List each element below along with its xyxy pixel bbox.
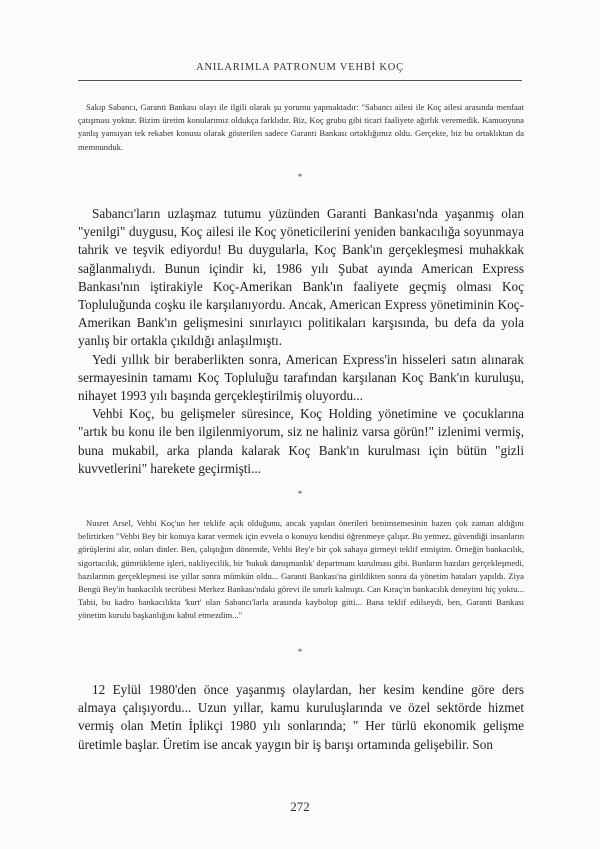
- section-separator: *: [297, 172, 303, 182]
- body-paragraph: Vehbi Koç, bu gelişmeler süresince, Koç Holding yönetimine ve çocuklarına "artık bu konu ile ben ilgilenmiyorum, siz ne haliniz varsa görün!" izlenimi vermiş, buna mukabil, arka planda kalarak Koç Bank'ın kurulması için bütün "gizli kuvvetlerini" harekete geçirmişti...: [78, 406, 524, 476]
- section-separator: *: [297, 489, 303, 499]
- header-rule: [78, 80, 522, 81]
- quote-block-arsel: [78, 517, 524, 623]
- quote-block-sabanci: [78, 101, 524, 154]
- section-separator: *: [297, 647, 303, 657]
- body-paragraph: Sabancı'ların uzlaşmaz tutumu yüzünden Garanti Bankası'nda yaşanmış olan "yenilgi" duygusu, Koç ailesi ile Koç yöneticilerini yeniden bankacılığa soyunmaya tahrik ve teşvik ediyordu! Bu duygularla, Koç Bank'ın gerçekleşmesi muhakkak sağlanmalıydı. Bunun içindir ki, 1986 yılı Şubat ayında American Express Bankası'nın iştirakiyle Koç-Amerikan Bank'ın faaliyete geçmiş olması Koç Topluluğunda coşku ile karşılanıyordu. Ancak, American Express yönetiminin Koç-Amerikan Bank'ın gelişmesini sınırlayıcı politikaları karşısında, bu defa da yola yanlış bir ortakla çıkıldığı anlaşılmıştı.: [78, 206, 524, 349]
- quote-paragraph: Sakıp Sabancı, Garanti Bankası olayı ile ilgili olarak şu yorumu yapmaktadır: "Sabancı ailesi ile Koç ailesi arasında menfaat çatışması yoktur. Bizim üretim konularımız oldukça farklıdır. Biz, Koç grubu gibi ticari faaliyete ağırlık veremedik. Kamuoyuna yanlış yansıyan tek rekabet konusu olarak gösterilen sadece Garanti Bankası ortaklığımız oldu. Gerçekte, biz bu ortaklıktan da memnunduk.: [78, 102, 524, 152]
- body-paragraph: 12 Eylül 1980'den önce yaşanmış olaylardan, her kesim kendine göre ders almaya çalışıyordu... Uzun yıllar, kamu kuruluşlarında ve özel sektörde hizmet vermiş olan Metin İplikçi 1980 yılı sonlarında; " Her türlü ekonomik gelişme üretimle başlar. Üretim ise ancak yaygın bir iş barışı ortamında gelişebilir. Son: [78, 682, 524, 752]
- quote-paragraph: Nusret Arsel, Vehbi Koç'un her teklife açık olduğunu, ancak yapılan önerileri benimsemesinin bazen çok zaman aldığını belirtirken "Vehbi Bey bir konuya karar vermek için evvela o konuyu kendisi öğrenmeye çalışır. Bu yetmez, güvendiği insanların görüşlerini alır, onları dinler. Ben, çalıştığım dönemde, Vehbi Bey'e bir çok sahaya girmeyi teklif etmiştim. Örneğin bankacılık, sigortacılık, gümrükleme işleri, nakliyecilik, bir 'hukuk danışmanlık' departmanı kurulması gibi. Bunların bazıları gerçekleşmedi, bazılarının gerçekleşmesi ise yıllar sonra mümkün oldu... Garanti Bankası'na girildikten sonra da yönetim hataları yapıldı. Ziya Bengü Bey'in bankacılık tecrübesi Merkez Bankası'ndaki görevi ile sınırlı kalmıştı. Can Kıraç'ın bankacılık deneyimi hiç yoktu... Tabii, bu kadro bankacılıkta 'kurt' olan Sabancı'larla arasında kaybolup gitti... Bana teklif edilseydi, ben, Garanti Bankası yönetim kurulu başkanlığını kabul etmezdim...": [78, 518, 524, 621]
- running-head: ANILARIMLA PATRONUM VEHBİ KOÇ: [196, 62, 404, 73]
- main-text-block-2: [78, 681, 524, 754]
- page-number: 272: [290, 799, 310, 814]
- body-paragraph: Yedi yıllık bir beraberlikten sonra, American Express'in hisseleri satın alınarak sermayesinin tamamı Koç Topluluğu tarafından karşılanan Koç Bank'ın kuruluşu, nihayet 1993 yılı başında gerçekleştirilmiş oluyordu...: [78, 351, 524, 404]
- main-text-block-1: [78, 205, 524, 478]
